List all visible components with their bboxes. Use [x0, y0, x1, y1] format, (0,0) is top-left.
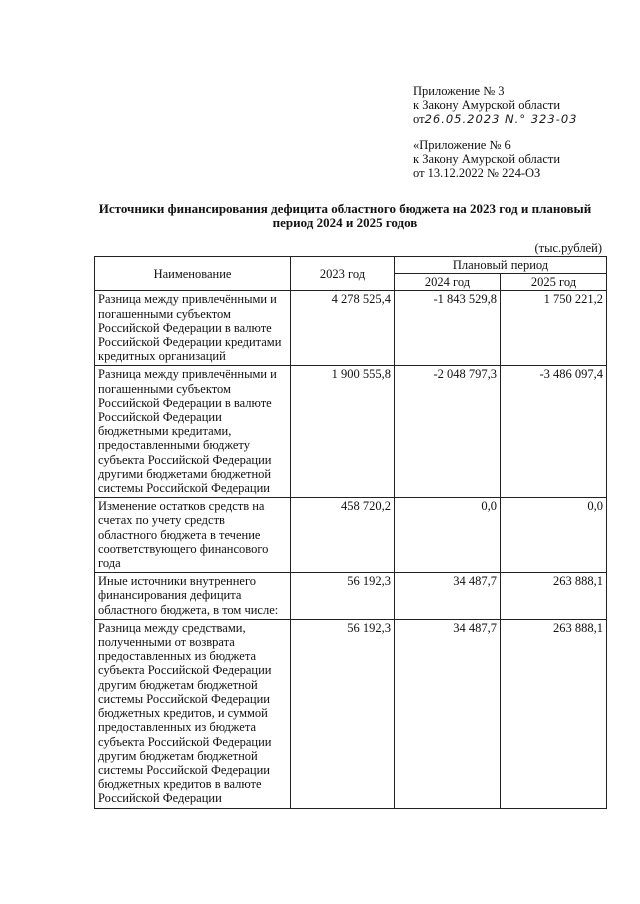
row-name: Изменение остатков средств на счетах по учету средств областного бюджета в течение соответствующего финансового года: [95, 498, 291, 573]
row-value-2025: 0,0: [501, 498, 607, 573]
row-value-2023: 1 900 555,8: [291, 366, 395, 498]
row-value-2023: 56 192,3: [291, 573, 395, 620]
previous-appendix-number: «Приложение № 6: [413, 138, 511, 152]
header-name: Наименование: [95, 257, 291, 291]
row-value-2024: 0,0: [395, 498, 501, 573]
table-row: [95, 366, 607, 498]
header-year-2025: 2025 год: [501, 274, 607, 291]
header-year-2023: 2023 год: [291, 257, 395, 291]
row-name: Разница между средствами, полученными от возврата предоставленных из бюджета субъекта Российской Федерации другим бюджетам бюджетной системы Российской Федерации бюджетных кредитов, и суммой предоставленных из бюджета субъекта Российской Федерации другим бюджетам бюджетной системы Российской Федерации бюджетных кредитов в валюте Российской Федерации: [95, 619, 291, 808]
previous-appendix-date: от 13.12.2022 № 224-ОЗ: [413, 166, 541, 180]
row-value-2024: 34 487,7: [395, 573, 501, 620]
table-header-row: [95, 257, 607, 274]
header-year-2024: 2024 год: [395, 274, 501, 291]
row-value-2023: 4 278 525,4: [291, 291, 395, 366]
row-value-2024: -1 843 529,8: [395, 291, 501, 366]
table-row: [95, 573, 607, 620]
handwritten-date-number: 26.05.2023 N.° 323-03: [424, 112, 578, 126]
previous-appendix-header: [413, 138, 560, 180]
row-value-2023: 458 720,2: [291, 498, 395, 573]
document-title: [90, 202, 600, 230]
table-row: [95, 619, 607, 808]
row-value-2024: 34 487,7: [395, 619, 501, 808]
previous-appendix-law-reference: к Закону Амурской области: [413, 152, 561, 166]
row-value-2025: 263 888,1: [501, 619, 607, 808]
appendix-date-line: [413, 112, 577, 126]
row-value-2025: 263 888,1: [501, 573, 607, 620]
table-row: [95, 291, 607, 366]
row-name: Разница между привлечёнными и погашенными субъектом Российской Федерации в валюте Российской Федерации кредитами кредитных организаций: [95, 291, 291, 366]
appendix-header: [413, 84, 577, 126]
header-planned-period: Плановый период: [395, 257, 607, 274]
table-row: [95, 498, 607, 573]
units-label: (тыс.рублей): [534, 241, 602, 255]
appendix-number: Приложение № 3: [413, 84, 505, 98]
document-title-line-2: период 2024 и 2025 годов: [272, 215, 418, 230]
appendix-law-reference: к Закону Амурской области: [413, 98, 561, 112]
row-value-2024: -2 048 797,3: [395, 366, 501, 498]
row-name: Разница между привлечёнными и погашенными субъектом Российской Федерации в валюте Российской Федерации бюджетными кредитами, предоставленными бюджету субъекта Российской Федерации другими бюджетами бюджетной системы Российской Федерации: [95, 366, 291, 498]
appendix-from-label: от: [413, 112, 425, 126]
financing-sources-table: [94, 256, 607, 809]
row-value-2025: -3 486 097,4: [501, 366, 607, 498]
row-value-2025: 1 750 221,2: [501, 291, 607, 366]
row-name: Иные источники внутреннего финансирования дефицита областного бюджета, в том числе:: [95, 573, 291, 620]
row-value-2023: 56 192,3: [291, 619, 395, 808]
document-title-line-1: Источники финансирования дефицита областного бюджета на 2023 год и плановый: [98, 201, 592, 216]
